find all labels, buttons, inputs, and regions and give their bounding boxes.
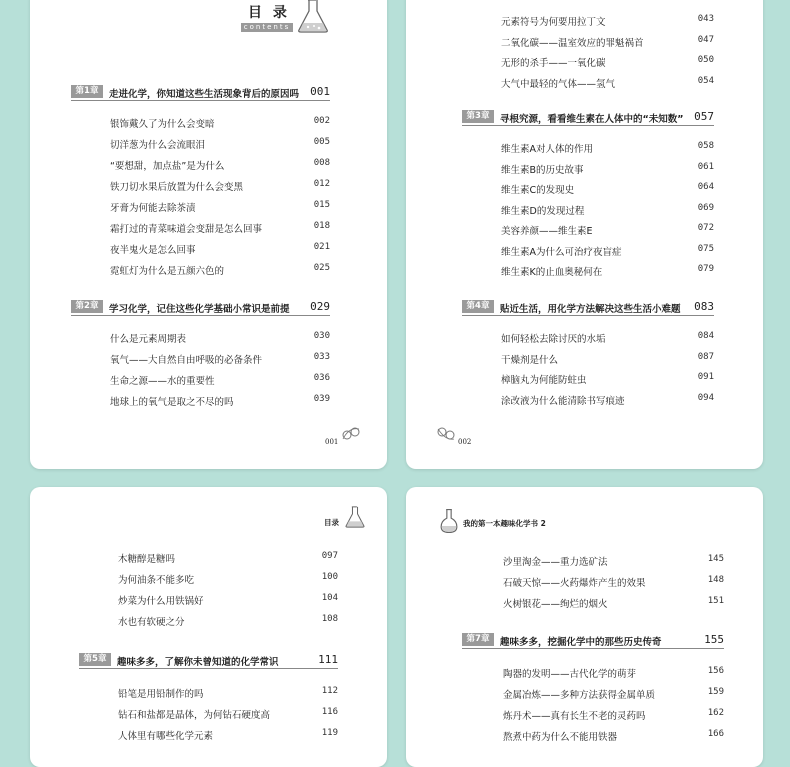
entry-page-number: 069 bbox=[697, 202, 714, 213]
entry-page-number: 025 bbox=[313, 263, 330, 273]
entry-title: 维生素D的发现过程 bbox=[501, 205, 585, 217]
entry-title: 美容养颜——维生素E bbox=[501, 226, 593, 237]
toc-entry[interactable] bbox=[110, 331, 330, 343]
entry-title: 沙里淘金——重力选矿法 bbox=[503, 557, 608, 568]
chapter-heading[interactable] bbox=[71, 301, 330, 317]
entry-page-number: 054 bbox=[697, 75, 714, 86]
entry-title: 生命之源——水的重要性 bbox=[110, 376, 215, 387]
chapter-tag: 第1章 bbox=[71, 85, 103, 98]
entry-title: 夜半鬼火是怎么回事 bbox=[110, 245, 196, 256]
entry-title: 石破天惊——火药爆炸产生的效果 bbox=[503, 578, 646, 589]
toc-entry[interactable] bbox=[501, 331, 714, 343]
entry-page-number: 021 bbox=[313, 242, 330, 252]
chapter-page-number: 155 bbox=[704, 633, 724, 646]
flask-icon bbox=[343, 504, 367, 530]
toc-entry[interactable] bbox=[503, 666, 724, 678]
running-header: 目录 bbox=[324, 518, 339, 527]
toc-entry[interactable] bbox=[110, 179, 330, 191]
toc-entry[interactable] bbox=[503, 596, 724, 608]
flask-icon bbox=[294, 0, 332, 34]
chapter-tag: 第3章 bbox=[462, 110, 494, 123]
chapter-page-number: 083 bbox=[694, 300, 714, 313]
toc-page-2 bbox=[406, 0, 763, 469]
entry-title: 为何油条不能多吃 bbox=[118, 575, 195, 586]
toc-page-1 bbox=[30, 0, 387, 469]
toc-entry[interactable] bbox=[118, 614, 338, 626]
chapter-heading[interactable] bbox=[79, 654, 338, 670]
entry-page-number: 159 bbox=[707, 687, 724, 697]
toc-entry[interactable] bbox=[503, 554, 724, 566]
chapter-title: 走进化学，你知道这些生活现象背后的原因吗 bbox=[109, 89, 300, 100]
toc-entry[interactable] bbox=[501, 182, 714, 194]
entry-title: 大气中最轻的气体——氢气 bbox=[501, 78, 616, 90]
entry-page-number: 091 bbox=[697, 372, 714, 382]
chapter-heading[interactable] bbox=[462, 301, 714, 317]
chapter-title: 贴近生活，用化学方法解决这些生活小难题 bbox=[500, 304, 681, 315]
entry-page-number: 036 bbox=[313, 373, 330, 383]
chapter-rule bbox=[71, 315, 330, 316]
entry-page-number: 119 bbox=[321, 728, 338, 738]
entry-title: 维生素A对人体的作用 bbox=[501, 144, 593, 155]
entry-page-number: 005 bbox=[313, 137, 330, 147]
chapter-tag: 第5章 bbox=[79, 653, 111, 666]
chapter-title: 学习化学，记住这些化学基础小常识是前提 bbox=[109, 304, 290, 315]
entry-title: 熬煮中药为什么不能用铁器 bbox=[503, 732, 618, 743]
toc-entry[interactable] bbox=[118, 593, 338, 605]
chapter-rule bbox=[462, 125, 714, 126]
toc-entry[interactable] bbox=[501, 162, 714, 174]
entry-title: 二氧化碳——温室效应的罪魁祸首 bbox=[501, 37, 644, 49]
toc-entry[interactable] bbox=[118, 686, 338, 698]
toc-entry[interactable] bbox=[118, 551, 338, 563]
entry-page-number: 108 bbox=[321, 614, 338, 624]
entry-title: 维生素A为什么可治疗夜盲症 bbox=[501, 246, 622, 258]
entry-title: “要想甜，加点盐”是为什么 bbox=[110, 161, 225, 172]
entry-page-number: 075 bbox=[697, 243, 714, 254]
entry-page-number: 100 bbox=[321, 572, 338, 582]
entry-page-number: 039 bbox=[313, 394, 330, 404]
toc-entry[interactable] bbox=[501, 141, 714, 153]
entry-title: 氧气——大自然自由呼吸的必备条件 bbox=[110, 355, 263, 366]
entry-page-number: 087 bbox=[697, 351, 714, 362]
toc-entry[interactable] bbox=[110, 352, 330, 364]
entry-title: 涂改液为什么能清除书写痕迹 bbox=[501, 395, 625, 407]
toc-entry[interactable] bbox=[503, 687, 724, 699]
contents-bar: contents bbox=[241, 23, 293, 32]
toc-entry[interactable] bbox=[501, 76, 714, 88]
toc-entry[interactable] bbox=[110, 394, 330, 406]
entry-page-number: 151 bbox=[707, 596, 724, 606]
molecule-icon bbox=[436, 425, 456, 443]
entry-title: 炼丹术——真有长生不老的灵药吗 bbox=[503, 711, 646, 722]
toc-entry[interactable] bbox=[501, 352, 714, 364]
entry-title: 维生素B的历史故事 bbox=[501, 164, 584, 176]
entry-title: 维生素C的发现史 bbox=[501, 185, 575, 196]
entry-title: 无形的杀手——一氧化碳 bbox=[501, 58, 606, 69]
toc-entry[interactable] bbox=[110, 373, 330, 385]
page-number: 002 bbox=[458, 438, 472, 446]
toc-entry[interactable] bbox=[503, 575, 724, 587]
toc-entry[interactable] bbox=[503, 708, 724, 720]
entry-title: 木糖醇是糖吗 bbox=[118, 554, 176, 565]
toc-title: 目 录 bbox=[248, 5, 290, 21]
chapter-page-number: 057 bbox=[694, 110, 714, 123]
entry-page-number: 012 bbox=[313, 179, 330, 189]
entry-title: 水也有软硬之分 bbox=[118, 617, 185, 628]
chapter-tag: 第7章 bbox=[462, 633, 494, 646]
entry-page-number: 064 bbox=[697, 182, 714, 192]
entry-page-number: 033 bbox=[313, 352, 330, 362]
chapter-title: 趣味多多，了解你未曾知道的化学常识 bbox=[117, 657, 279, 668]
entry-page-number: 015 bbox=[313, 200, 330, 210]
toc-page-3 bbox=[30, 487, 387, 767]
chapter-title: 趣味多多，挖掘化学中的那些历史传奇 bbox=[500, 637, 662, 648]
toc-entry[interactable] bbox=[118, 707, 338, 719]
entry-title: 切洋葱为什么会流眼泪 bbox=[110, 140, 206, 151]
entry-title: 地球上的氧气是取之不尽的吗 bbox=[110, 397, 234, 408]
entry-title: 铅笔是用铅制作的吗 bbox=[118, 689, 204, 700]
entry-page-number: 094 bbox=[697, 392, 714, 403]
entry-title: 元素符号为何要用拉丁文 bbox=[501, 17, 606, 28]
entry-page-number: 050 bbox=[697, 55, 714, 65]
entry-page-number: 072 bbox=[697, 223, 714, 233]
chapter-heading[interactable] bbox=[462, 111, 714, 127]
toc-entry[interactable] bbox=[501, 55, 714, 67]
entry-title: 樟脑丸为何能防蛀虫 bbox=[501, 375, 587, 386]
chapter-page-number: 001 bbox=[310, 85, 330, 98]
entry-page-number: 097 bbox=[321, 551, 338, 561]
chapter-heading[interactable] bbox=[462, 634, 724, 650]
entry-title: 霜打过的青菜味道会变甜是怎么回事 bbox=[110, 224, 263, 235]
entry-title: 干燥剂是什么 bbox=[501, 354, 559, 366]
entry-page-number: 116 bbox=[321, 707, 338, 717]
entry-title: 人体里有哪些化学元素 bbox=[118, 731, 214, 742]
entry-title: 牙膏为何能去除茶渍 bbox=[110, 203, 196, 214]
flask-icon bbox=[439, 508, 459, 534]
entry-page-number: 079 bbox=[697, 264, 714, 274]
entry-page-number: 002 bbox=[313, 116, 330, 126]
toc-entry[interactable] bbox=[503, 729, 724, 741]
toc-entry[interactable] bbox=[501, 372, 714, 384]
entry-page-number: 047 bbox=[697, 34, 714, 45]
entry-title: 维生素K的止血奥秘何在 bbox=[501, 267, 603, 278]
entry-title: 霓虹灯为什么是五颜六色的 bbox=[110, 266, 225, 277]
toc-entry[interactable] bbox=[110, 263, 330, 275]
toc-entry[interactable] bbox=[501, 244, 714, 256]
entry-title: 炒菜为什么用铁锅好 bbox=[118, 596, 204, 607]
toc-entry[interactable] bbox=[118, 728, 338, 740]
toc-entry[interactable] bbox=[501, 35, 714, 47]
entry-page-number: 058 bbox=[697, 141, 714, 151]
entry-page-number: 145 bbox=[707, 554, 724, 564]
chapter-page-number: 111 bbox=[318, 653, 338, 666]
chapter-heading[interactable] bbox=[71, 86, 330, 102]
entry-page-number: 018 bbox=[313, 221, 330, 231]
toc-entry[interactable] bbox=[110, 116, 330, 128]
entry-title: 如何轻松去除讨厌的水垢 bbox=[501, 334, 606, 345]
toc-entry[interactable] bbox=[501, 14, 714, 26]
entry-title: 火树银花——绚烂的烟火 bbox=[503, 599, 608, 610]
entry-page-number: 112 bbox=[321, 686, 338, 696]
entry-title: 铁刀切水果后放置为什么会变黑 bbox=[110, 182, 244, 193]
chapter-rule bbox=[462, 648, 724, 649]
page-number: 001 bbox=[325, 438, 339, 446]
chapter-title: 寻根究源，看看维生素在人体中的“未知数” bbox=[500, 114, 684, 125]
toc-entry[interactable] bbox=[110, 158, 330, 170]
toc-entry[interactable] bbox=[501, 203, 714, 215]
entry-title: 银饰戴久了为什么会变暗 bbox=[110, 119, 215, 130]
chapter-rule bbox=[462, 315, 714, 316]
entry-page-number: 166 bbox=[707, 729, 724, 739]
toc-entry[interactable] bbox=[110, 242, 330, 254]
entry-page-number: 162 bbox=[707, 708, 724, 718]
entry-page-number: 043 bbox=[697, 14, 714, 24]
toc-entry[interactable] bbox=[110, 137, 330, 149]
entry-title: 钻石和盐都是晶体，为何钻石硬度高 bbox=[118, 710, 271, 721]
entry-page-number: 030 bbox=[313, 331, 330, 341]
chapter-tag: 第2章 bbox=[71, 300, 103, 313]
toc-entry[interactable] bbox=[110, 200, 330, 212]
entry-page-number: 104 bbox=[321, 593, 338, 603]
entry-page-number: 084 bbox=[697, 331, 714, 341]
entry-title: 什么是元素周期表 bbox=[110, 334, 187, 345]
molecule-icon bbox=[341, 425, 361, 443]
toc-entry[interactable] bbox=[118, 572, 338, 584]
chapter-rule bbox=[79, 668, 338, 669]
chapter-rule bbox=[71, 100, 330, 101]
entry-title: 金属冶炼——多种方法获得金属单质 bbox=[503, 690, 656, 701]
toc-entry[interactable] bbox=[501, 393, 714, 405]
entry-page-number: 148 bbox=[707, 575, 724, 585]
toc-entry[interactable] bbox=[501, 223, 714, 235]
entry-title: 陶器的发明——古代化学的萌芽 bbox=[503, 669, 637, 680]
chapter-tag: 第4章 bbox=[462, 300, 494, 313]
running-header: 我的第一本趣味化学书 2 bbox=[463, 519, 546, 528]
toc-entry[interactable] bbox=[501, 264, 714, 276]
toc-entry[interactable] bbox=[110, 221, 330, 233]
entry-page-number: 061 bbox=[697, 161, 714, 172]
toc-page-4 bbox=[406, 487, 763, 767]
entry-page-number: 008 bbox=[313, 158, 330, 168]
entry-page-number: 156 bbox=[707, 666, 724, 676]
chapter-page-number: 029 bbox=[310, 300, 330, 313]
